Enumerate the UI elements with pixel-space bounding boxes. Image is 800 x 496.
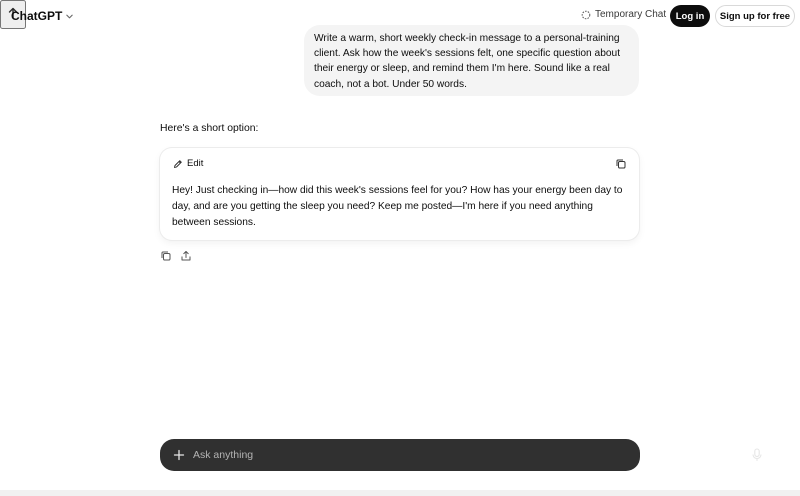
user-message: Write a warm, short weekly check-in message to a personal-training client. Ask how the week's sessions felt, one specific question about their energy or sleep, and remind them I'm here. Sound like a real coach, not a bot. Under 50 words.	[304, 25, 639, 96]
pencil-icon	[173, 159, 183, 169]
message-actions	[160, 250, 192, 262]
message-draft-card	[160, 148, 639, 240]
signup-button[interactable]: Sign up for free	[715, 5, 795, 27]
draft-message-text: Hey! Just checking in—how did this week's sessions feel for you? How has your energy been day to day, and are you getting the sleep you need? Keep me posted—I'm here if you need anything between sessions.	[172, 185, 623, 228]
dashed-circle-icon	[581, 10, 591, 20]
temporary-chat-label: Temporary Chat	[595, 9, 667, 20]
edit-button[interactable]	[173, 158, 203, 169]
copy-icon[interactable]	[160, 250, 172, 262]
prompt-input[interactable]	[193, 445, 573, 465]
copy-icon[interactable]	[615, 158, 627, 170]
login-button[interactable]: Log in	[670, 5, 710, 27]
bottom-edge	[0, 490, 800, 496]
plus-icon[interactable]	[172, 448, 186, 462]
brand-title: ChatGPT	[11, 9, 63, 23]
assistant-intro: Here's a short option:	[160, 123, 259, 134]
model-selector[interactable]	[11, 9, 74, 23]
share-icon[interactable]	[180, 250, 192, 262]
temporary-chat-toggle[interactable]	[581, 9, 666, 20]
edit-label: Edit	[187, 158, 204, 169]
microphone-icon[interactable]	[750, 447, 764, 463]
chevron-down-icon	[65, 12, 74, 21]
composer	[160, 439, 640, 471]
